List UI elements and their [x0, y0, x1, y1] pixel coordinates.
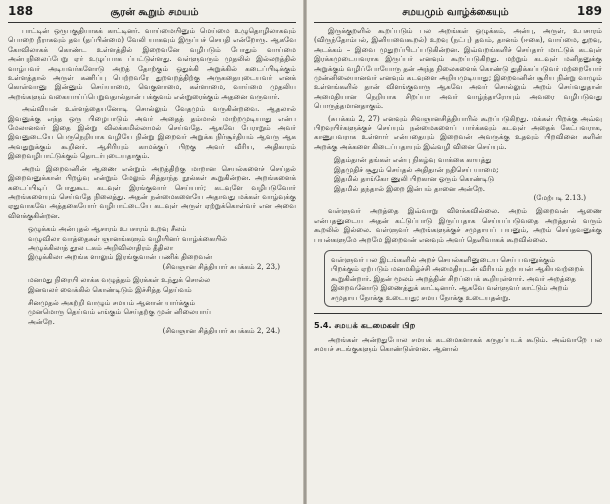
right-running-head: [314, 4, 602, 19]
left-head-rule: [8, 22, 296, 23]
left-verse-3: [20, 298, 296, 336]
left-verse-2: [20, 275, 296, 294]
verse-line: வழுவிலா வாத்தைகள் ஞானங்களும் வழியினர் வாழ்க்கையில்: [28, 233, 228, 243]
highlight-box: [324, 250, 592, 307]
left-running-head: [8, 4, 296, 19]
verse-source: (மேற்படி 2.13.): [533, 192, 586, 202]
verse-line: இதமுதிச் சூதும் செய்தல் அதிதான் நதிசெய் யாமை;: [334, 164, 499, 174]
right-paragraph-3: அறங்கள் அன்றதுபோல சமயக் கடமைகளாகக் கருதப்படக் கூடும். அவ்வாறே பல சமயச் சடங்குகளும் கொண்டுள்ளன. ஆனால்: [314, 334, 602, 354]
verse-line: அன்றே.: [28, 316, 55, 326]
left-running-title: சூரன் கூறும் சமயம்: [110, 7, 199, 18]
verse-line: மனமது நிரையி லாக்க வழுத்தம் இரக்கள் உந்துக் சொல்ல: [28, 275, 211, 285]
verse-line: இனவலர் வைக்கில் கொண்டிடும் இச்சித்த தெய்வம்: [28, 284, 192, 294]
section-rule: [314, 313, 602, 314]
left-verse-1: [20, 224, 296, 271]
verse-line: ஒழுக்கம் அன்புதல் ஆசாரம் உபசாரம் உறவு சீலம்: [28, 224, 187, 234]
right-paragraph-1: இருக்குறளில் கூறப்படும் பல அறங்கள் ஒழுக்கம், அன்பு, அருள், உபசாரம் (விருந்தோம்பல், இனியவைகூறல்) உறவு (நட்பு) தவம், தானம் (ஈகை), வாய்மை, துறவு, அடக்கம் – இவை முதுறப்பிடப்படுகின்றன. இவ்வறங்களிச் செய்தார் மாட்டுக் கடவுள் இரக்கமுடையவராக இருப்பர் எனவும் கூறப்படுகிறது. மற்றும் கடவுள் மனிதனுக்கு அறுக்கும் வழிப்போயோரு தன் அந்த நிலைகளைக் கொண்டு துதிக்கப்படுவர் மற்றையோர் முன்னிலையானவர் எனவும் கடவுளை அறியமுடியாது; இறைவனின் சூரிய நின்று வாழும் உள்ளங்களில் தான் விளங்குவாரு ஆகவே அவர் சொல்லும் அறம் செய்வதுதான் அமைதியான நெறியாக சிறப்பா அவர் வாழ்ந்தாரோயும் அவரை வழிபடுவது பொருத்தமானதாகும்.: [314, 26, 602, 111]
right-page: [306, 0, 610, 504]
verse-line: முனமொரு தெய்வம் எங்கும் செய்தற்கு முன் னிலையாய்: [28, 307, 211, 317]
verse-line: இதம்தான் தங்கள் என்பு நிகழ்வு வாக்கை காயத்து: [334, 155, 492, 165]
left-paragraph-2: அவ்வியன் உள்ளத்தையனோடி சொல்லும் வேதமும் வருகின்றவை. ஆதலால் இவனுக்கு எந்த ஒரு பிழைபாடும் அவர் அதைத் தம்மால் மாற்றமுடியாது என்ப மேலானவர் இதை இன்று விலக்கமில்லாமல் செய்வதே. ஆகவே பேராறும் அவர் இவனுடையே பெருநெறியாக வழியே நின்று இறைவர் அறுக்க நிர்சூர்தியம் ஆவரு ஆக அவதுறுக்கும் கூறினர். ஆசிரியும் காமக்குப் பிறகு அவர் வீரிய, அதிகாரம் இறைவழிபாட்டுக்கும் தொடர்புடையதாகும்.: [8, 104, 296, 161]
verse-line: இதமில் தாங்கோ ணுலி பிறகான ஓரும் கொண்டிடு: [334, 174, 495, 184]
section-heading: 5.4. சமயக் கடமைகள் பிற: [314, 319, 416, 330]
highlight-box-text: வள்ளுவர் பல இடங்களில் அறச் செயல்களினுடைய செய் பவனுக்கும் பிறக்கும் ஏற்படும் மனமகிழ்ச்சி அமைதியுடன் வீரியம் நற்பயன் ஆகியவற்றைக் கூறுகின்றார். இதன் மூலம் அறத்தின் சிறப்பைக் கூறியுள்ளார். அவர் அறத்தை இறைவனோடு இணைத்துக் காட்டினார். ஆகவே வள்ளுவர் காட்டும் அறம் சமுதாய நோக்கு உடையது; சமய நோக்கு உடையதன்று.: [331, 254, 584, 302]
verse-line: இதமில் தந்தால் இறை இன்பம் தானை அன்றே.: [334, 183, 486, 193]
right-running-title: சமயமும் வாழ்க்கையும்: [402, 7, 509, 18]
right-verse: [326, 155, 602, 202]
verse-line: இழுக்கிலா அறங்க ளாலும் இரங்குவான் பணிக் திறைவன்: [28, 252, 213, 262]
left-paragraph-3: அறம் இறைவனின் ஆணை என்றும் அறத்திற்கு மாறான செயல்களைச் செய்தல் இறைவனுக்கான் பிறழ்வு என்றும் மேலும் சித்தாந்த நூல்கள் கூறுகின்றன. அறங்களைக் கடைப்பிடிப் போதுகூட கடவுள் இரங்குவார் செய்யார்; கடவுளே வழிபடுவோர் அறங்களையும் செய்வதே நிலைத்து. அதன் நன்மைகளையே அதாவது மக்கள் வாழ்வுக்கு ஏதுவாகவே அத்தகையோர் வழிபாட்டையே கடவுள் அருள் ஏற்றுக்கொள்வர் என அவை விளக்குகின்றன.: [8, 163, 296, 220]
verse-line: அழுக்கிலாத் தூல டகம் அறிவிலாதிரம் தீதிலா: [28, 242, 174, 252]
verse-source: (சிவஞான சித்தியார் சுபக்கம் 2, 24.): [162, 326, 280, 336]
left-page: [0, 0, 304, 504]
verse-source: (சிவஞான சித்தியார் சுபக்கம் 2, 23,): [162, 261, 280, 271]
verse-line: சினமுதல் அகற்றி வாழும் சமயம் ஆனான் யார்க்கும்: [28, 297, 196, 307]
left-paragraph-1: பாட்டின் ஒருபகுதியாகக் காட்டினர். வாய்மையினும் மெய்மை உழுதொழிலாகவும் பொறை நீராகவும் தவ (தப்பின்மை) வேலி யாகவும் இருப்பச் செயதி என்றோரு. ஆகவே கோவிலாகக் கொண்ட உள்ளத்தில் இறைவனே வழிபடும் போதும் வாய்மை அன்புநிலைப்பேறு ஏர் உழுப்பாக ப்பட்டுள்ளது. வள்ளுவரும் முதலில் இல்லறத்தில் வாழ்பவர் அடியவர்களோடு அறத் தோற்கும் ஒதுக்கி அறுக்கில் கடைப்பிடிக்கும் உள்ளத்தால் அருள் கணிப்பு பெற்றவரே துறவறத்திற்கு அருகதையுடையவர் எனக் கொள்வானு இன்னும் செய்யாமை, வெகுளாமை, கள்ளாமை, வாய்மை முதலிய அறங்களும் வகையாய்ப்பெறுவதால்தான் பக்குவம் என்றுரைக்கும் அதனை வருவார்.: [8, 26, 296, 101]
right-paragraph-2: வள்ளுவர் அறத்தை இவ்வாறு விளக்கவில்லை. அறம் இறைவன் ஆணை என்பதனுடைய அதன் கட்டுப்பாடு இருப்பதாக செய்யப்படுவதை அறத்தால் வரும் கூறலில் இல்லை. வள்ளுவர் அறங்களுக்குச் சமுதாயப் பயனும், அறம் செய்தவனுக்கு பயன்களுமே அறமே இறைவன் எனவும் அவர் தெளிவாகக் கூறவில்லை.: [314, 206, 602, 244]
right-head-rule: [314, 22, 602, 23]
right-page-number: 189: [576, 4, 602, 18]
right-verse-intro: (சுபக்கம் 2, 27) எனவும் சிவஞானசித்தியாரில் கூறப்படுகிறது. மக்கள் பிறக்கு அவ்வு பிறவுயிர்களுக்குச் செய்யும் நன்மைகளைப் பார்க்கவும் கடவுள் அதைக் கேட்பவராக, காணுபவராக உள்ளார் என்பதையும் இறைவன் அவருக்கு உதவும் பிறவினை களின் அறக்கு அக்களை கிடைப்பதாயும் இவ்வழி வினை செய்யும்.: [314, 113, 602, 151]
left-page-number: 188: [8, 4, 34, 18]
